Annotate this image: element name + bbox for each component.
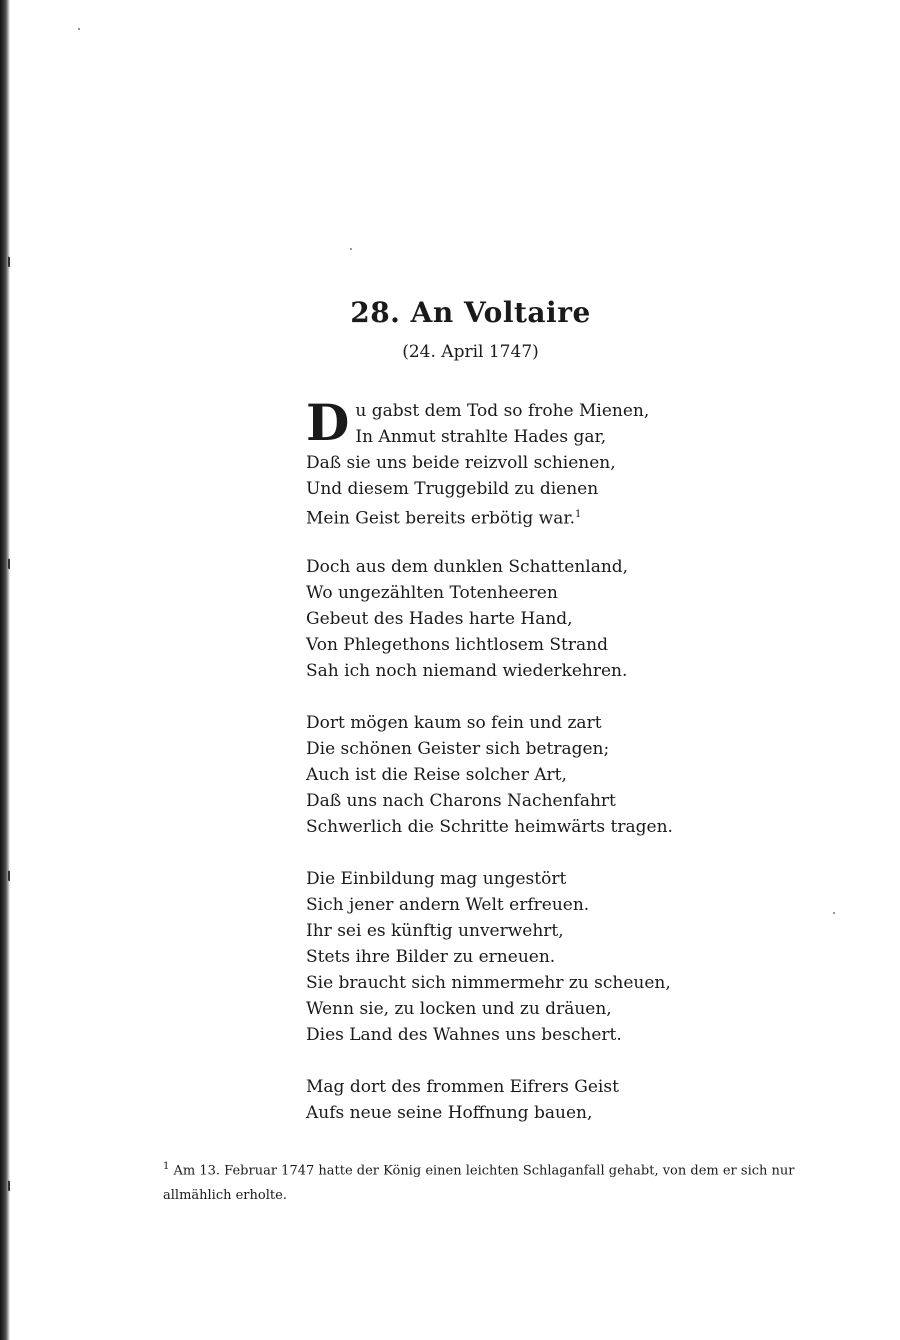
footnote-number: 1: [163, 1161, 170, 1172]
stanza-3: [306, 710, 706, 840]
stanza-1: [306, 393, 706, 529]
poem-line: Stets ihre Bilder zu erneuen.: [306, 947, 556, 967]
poem-line: Von Phlegethons lichtlosem Strand: [306, 635, 608, 655]
poem-line: Sich jener andern Welt erfreuen.: [306, 895, 590, 915]
poem-line: Daß uns nach Charons Nachenfahrt: [306, 791, 616, 811]
poem-title: 28. An Voltaire: [350, 296, 591, 329]
poem-line: Sah ich noch niemand wiederkehren.: [306, 661, 628, 681]
stanza-5: [306, 1074, 706, 1126]
poem-line: Auch ist die Reise solcher Art,: [306, 765, 567, 785]
drop-cap: D: [306, 393, 350, 452]
poem-body: [306, 393, 706, 1152]
poem-date: (24. April 1747): [402, 342, 539, 362]
poem-line: [306, 502, 706, 528]
poem-line-text: Mein Geist bereits erbötig war.: [306, 508, 576, 529]
poem-line-text: u gabst dem Tod so frohe Mienen,: [355, 401, 650, 421]
poem-line: Die Einbildung mag ungestört: [306, 869, 567, 889]
poem-line: Gebeut des Hades harte Hand,: [306, 609, 573, 629]
footnote-text: Am 13. Februar 1747 hatte der König einen leichten Schlaganfall gehabt, von dem er sich nur allmählich erholte.: [163, 1163, 795, 1204]
footnote: [163, 1154, 823, 1208]
poem-line: [306, 424, 706, 450]
poem-line: Dort mögen kaum so fein und zart: [306, 713, 602, 733]
dust-speck: [350, 248, 352, 250]
poem-line: Mag dort des frommen Eifrers Geist: [306, 1077, 619, 1097]
dust-speck: [833, 912, 835, 914]
dust-speck: [78, 28, 80, 30]
poem-line: Aufs neue seine Hoffnung bauen,: [306, 1103, 593, 1123]
stanza-4: [306, 866, 706, 1048]
poem-line: Dies Land des Wahnes uns beschert.: [306, 1025, 622, 1045]
poem-line: Die schönen Geister sich betragen;: [306, 739, 610, 759]
page-binding-edge: [0, 0, 10, 1340]
poem-line: Und diesem Truggebild zu dienen: [306, 479, 599, 499]
footnote-marker: 1: [575, 509, 582, 520]
poem-line: Schwerlich die Schritte heimwärts tragen.: [306, 817, 673, 837]
poem-line-text: In Anmut strahlte Hades gar,: [355, 427, 607, 447]
poem-line: Doch aus dem dunklen Schattenland,: [306, 557, 629, 577]
stanza-2: [306, 554, 706, 684]
poem-line: Wenn sie, zu locken und zu dräuen,: [306, 999, 612, 1019]
poem-line: Sie braucht sich nimmermehr zu scheuen,: [306, 973, 671, 993]
poem-line: Daß sie uns beide reizvoll schienen,: [306, 453, 616, 473]
poem-line: Wo ungezählten Totenheeren: [306, 583, 558, 603]
poem-line: Ihr sei es künftig unverwehrt,: [306, 921, 564, 941]
